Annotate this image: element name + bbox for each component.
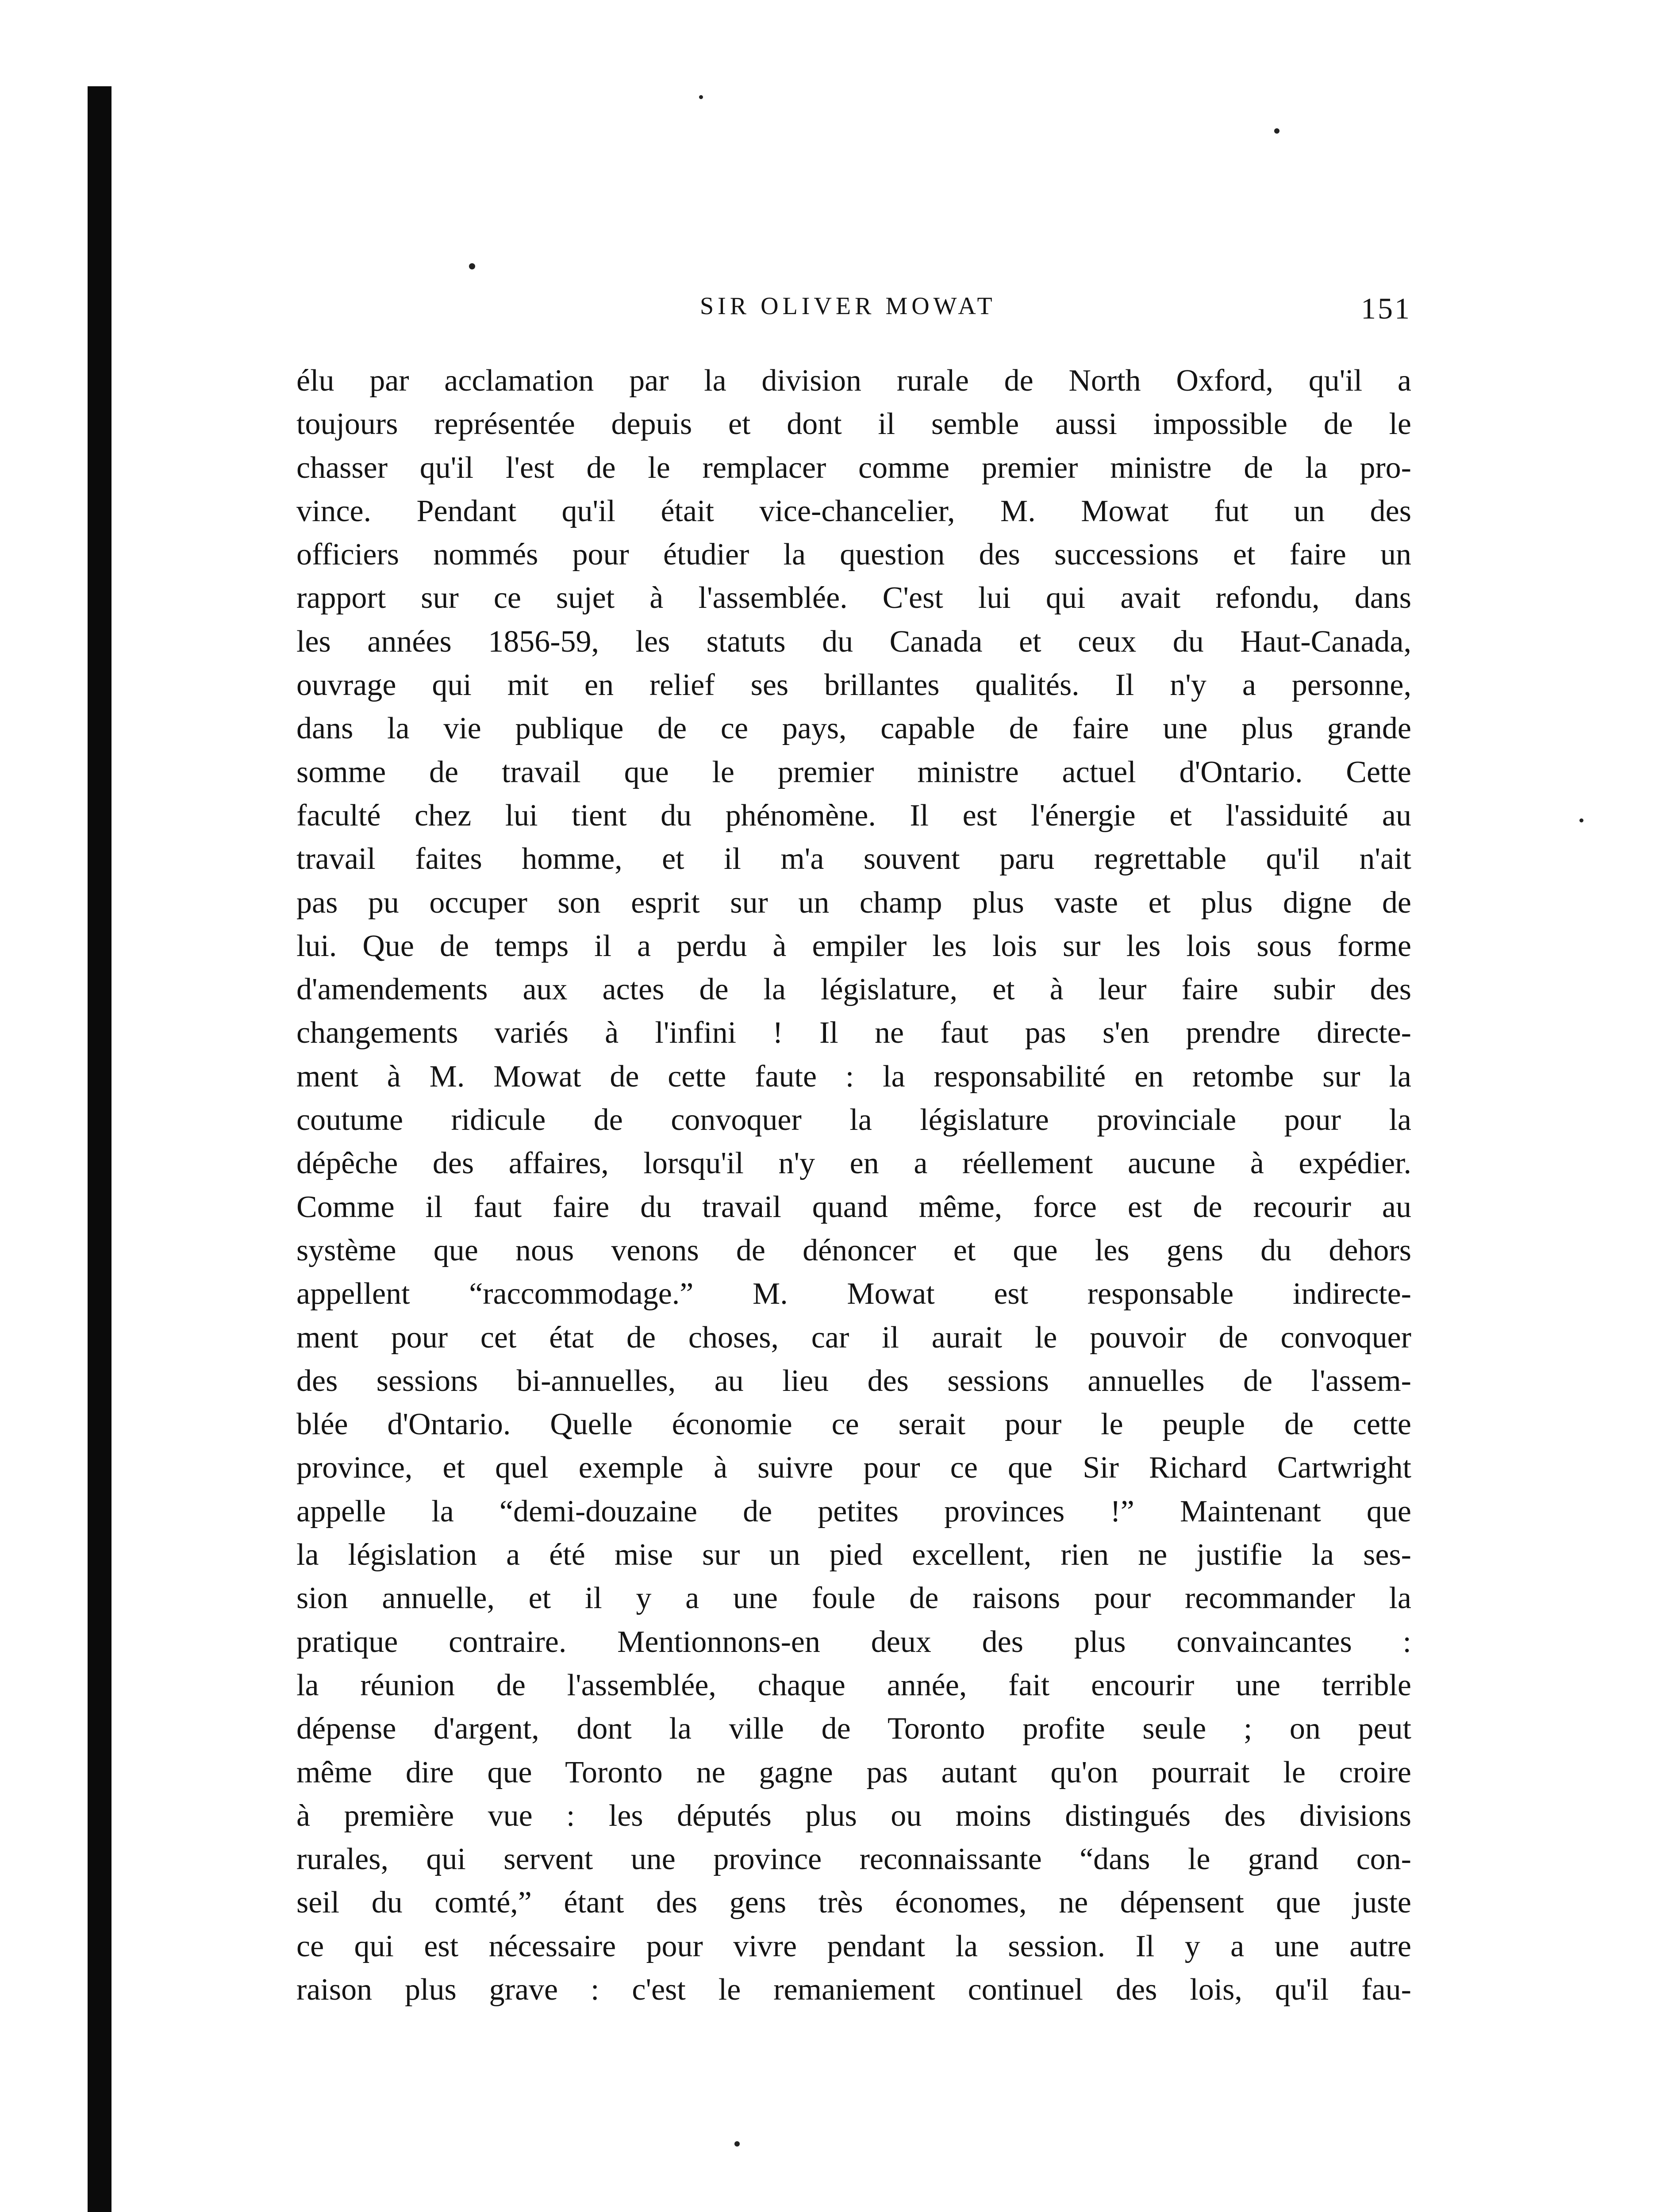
scan-speck (1579, 818, 1583, 822)
running-title: SIR OLIVER MOWAT (700, 292, 996, 320)
text-line: lui. Que de temps il a perdu à empiler les lois sur les lois sous forme (296, 929, 1411, 963)
text-line: appellent “raccommodage.” M. Mowat est responsable indirecte- (296, 1277, 1411, 1311)
text-line: pratique contraire. Mentionnons-en deux des plus convaincantes : (296, 1624, 1411, 1659)
text-line: somme de travail que le premier ministre actuel d'Ontario. Cette (296, 755, 1411, 789)
binding-shadow (88, 86, 111, 2212)
text-line: faculté chez lui tient du phénomène. Il est l'énergie et l'assiduité au (296, 798, 1411, 833)
text-line: province, et quel exemple à suivre pour ce que Sir Richard Cartwright (296, 1451, 1411, 1485)
text-line: blée d'Ontario. Quelle économie ce serait pour le peuple de cette (296, 1407, 1411, 1442)
text-line: appelle la “demi-douzaine de petites provinces !” Maintenant que (296, 1494, 1411, 1528)
text-line: système que nous venons de dénoncer et que les gens du dehors (296, 1233, 1411, 1267)
text-line: Comme il faut faire du travail quand même, force est de recourir au (296, 1190, 1411, 1224)
text-line: à première vue : les députés plus ou moins distingués des divisions (296, 1798, 1411, 1833)
text-line: même dire que Toronto ne gagne pas autant qu'on pourrait le croire (296, 1755, 1411, 1790)
text-line: dépêche des affaires, lorsqu'il n'y en a réellement aucune à expédier. (296, 1146, 1411, 1181)
scan-speck (699, 95, 703, 99)
text-line: chasser qu'il l'est de le remplacer comme premier ministre de la pro- (296, 450, 1411, 485)
text-line: changements variés à l'infini ! Il ne faut pas s'en prendre directe- (296, 1016, 1411, 1050)
text-line: des sessions bi-annuelles, au lieu des sessions annuelles de l'assem- (296, 1363, 1411, 1398)
text-line: sion annuelle, et il y a une foule de raisons pour recommander la (296, 1581, 1411, 1616)
text-line: toujours représentée depuis et dont il semble aussi impossible de le (296, 407, 1411, 442)
text-line: rurales, qui servent une province reconnaissante “dans le grand con- (296, 1842, 1411, 1877)
page-header (296, 292, 1411, 332)
scan-speck (469, 263, 475, 269)
text-line: élu par acclamation par la division rurale de North Oxford, qu'il a (296, 364, 1411, 398)
text-line: dans la vie publique de ce pays, capable de faire une plus grande (296, 711, 1411, 746)
text-line: d'amendements aux actes de la législature, et à leur faire subir des (296, 972, 1411, 1007)
text-line: travail faites homme, et il m'a souvent paru regrettable qu'il n'ait (296, 842, 1411, 876)
text-line: pas pu occuper son esprit sur un champ plus vaste et plus digne de (296, 885, 1411, 920)
text-line: raison plus grave : c'est le remaniement continuel des lois, qu'il fau- (296, 1972, 1411, 2007)
body-text (296, 359, 1411, 2012)
text-line: officiers nommés pour étudier la question des successions et faire un (296, 538, 1411, 572)
text-line: coutume ridicule de convoquer la législature provinciale pour la (296, 1103, 1411, 1137)
scan-speck (1274, 128, 1279, 134)
text-line: ce qui est nécessaire pour vivre pendant la session. Il y a une autre (296, 1929, 1411, 1963)
page-number: 151 (1361, 292, 1411, 325)
text-line: la législation a été mise sur un pied excellent, rien ne justifie la ses- (296, 1538, 1411, 1572)
text-line: la réunion de l'assemblée, chaque année, fait encourir une terrible (296, 1668, 1411, 1702)
text-line: rapport sur ce sujet à l'assemblée. C'est lui qui avait refondu, dans (296, 581, 1411, 615)
text-line: dépense d'argent, dont la ville de Toronto profite seule ; on peut (296, 1712, 1411, 1746)
text-line: vince. Pendant qu'il était vice-chancelier, M. Mowat fut un des (296, 494, 1411, 528)
text-line: ment pour cet état de choses, car il aurait le pouvoir de convoquer (296, 1320, 1411, 1355)
text-line: les années 1856-59, les statuts du Canada et ceux du Haut-Canada, (296, 624, 1411, 659)
text-line: seil du comté,” étant des gens très économes, ne dépensent que juste (296, 1886, 1411, 1920)
scan-speck (734, 2141, 740, 2147)
text-line: ment à M. Mowat de cette faute : la responsabilité en retombe sur la (296, 1059, 1411, 1094)
text-line: ouvrage qui mit en relief ses brillantes qualités. Il n'y a personne, (296, 668, 1411, 703)
